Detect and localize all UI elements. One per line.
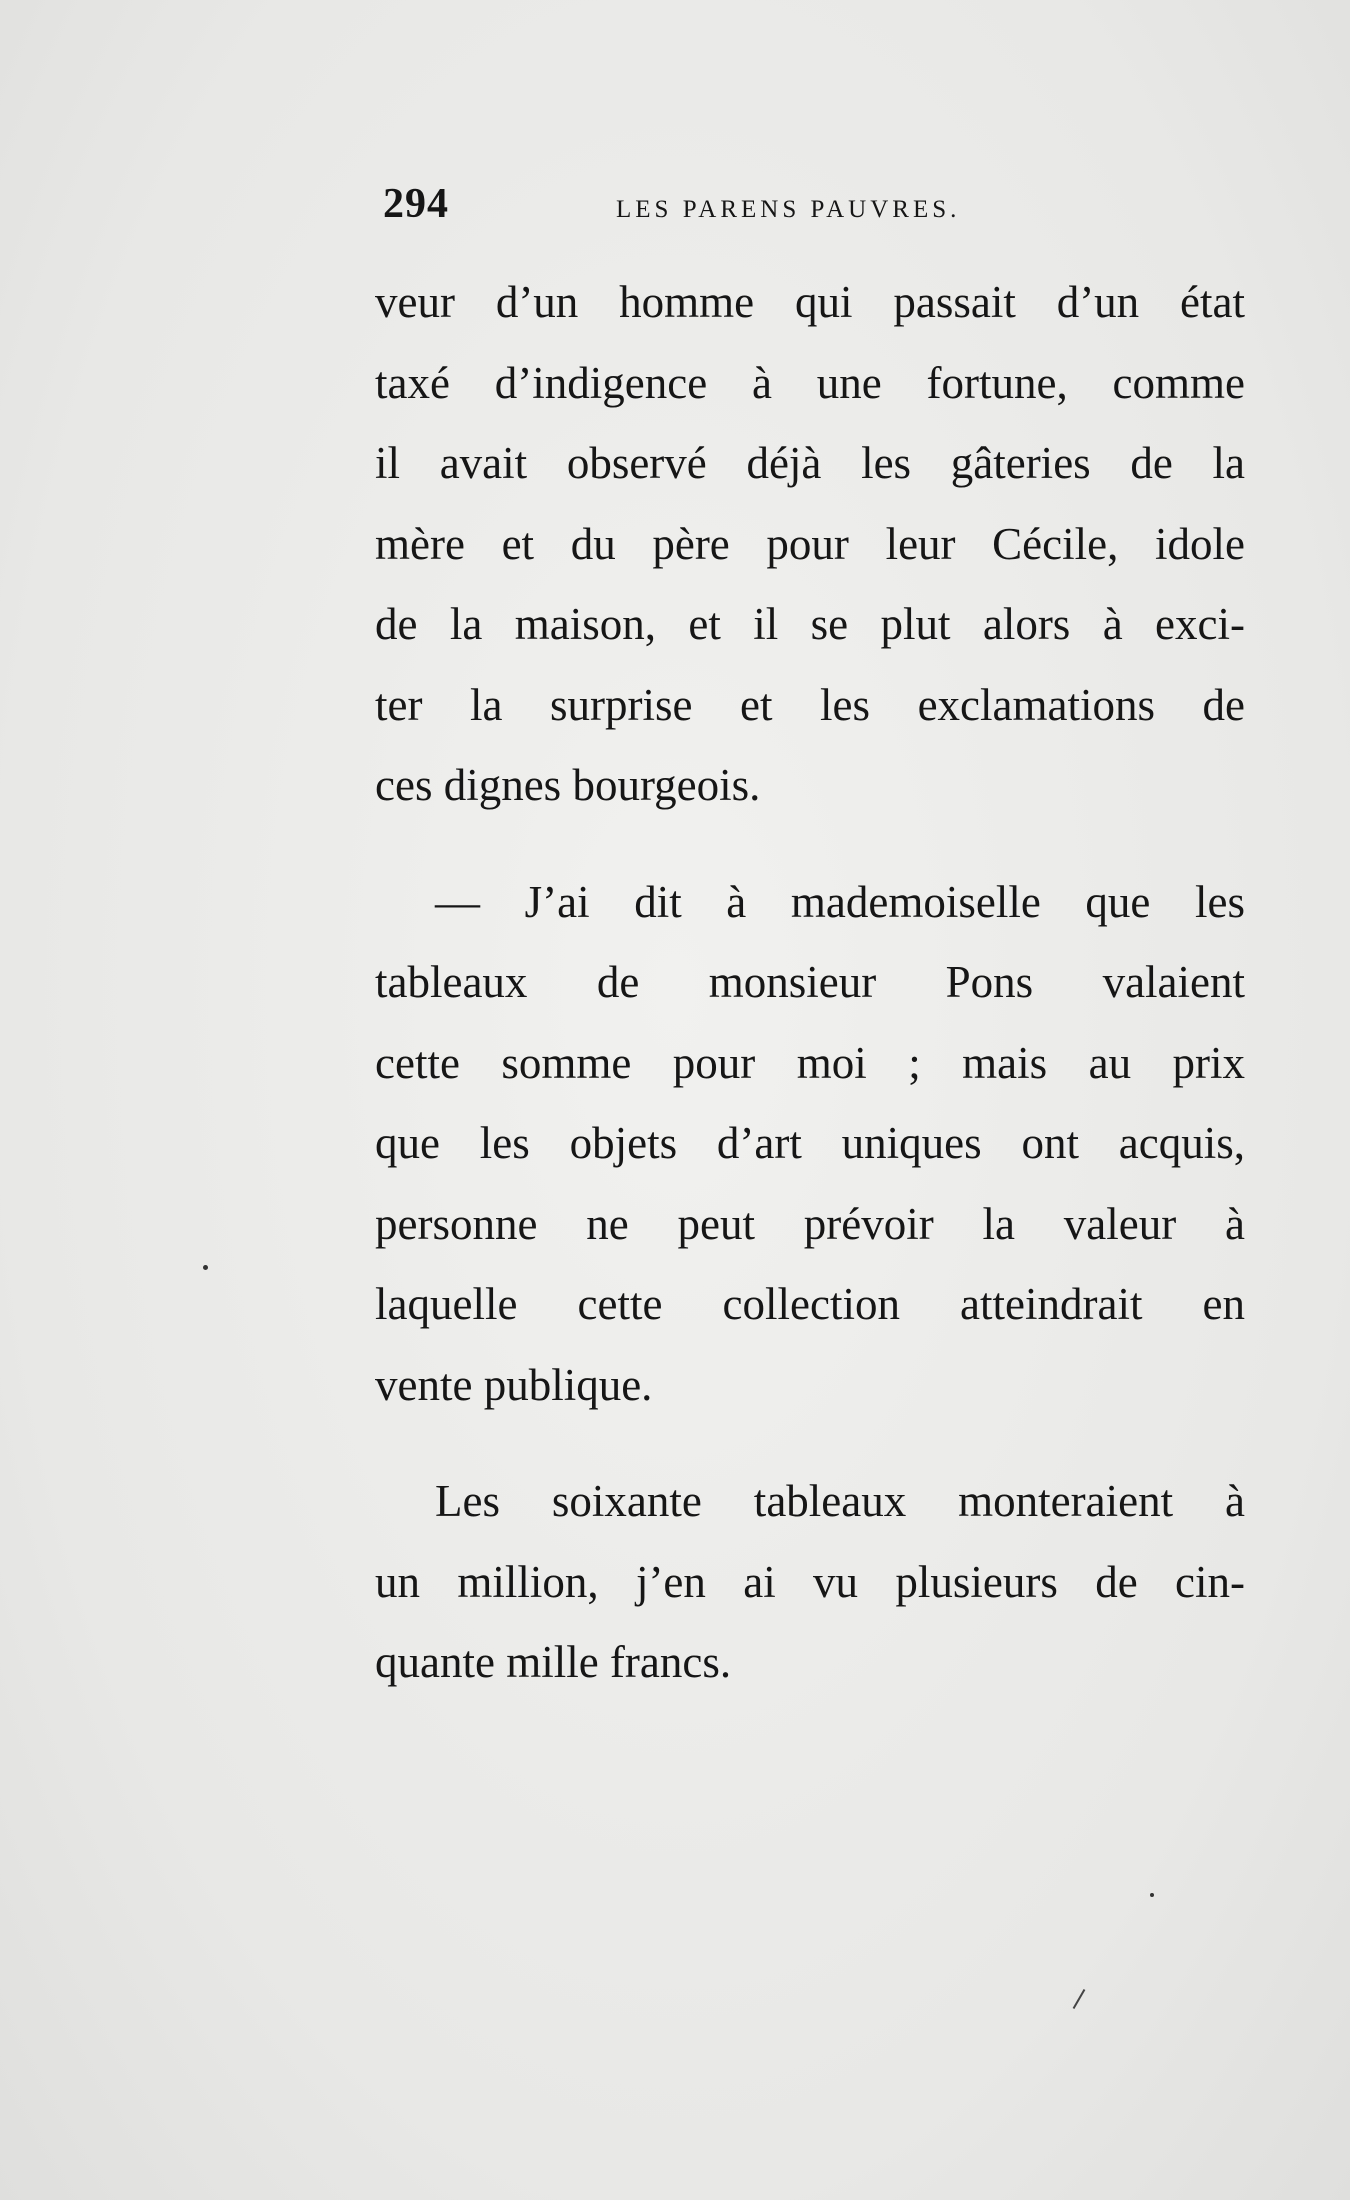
text-line: cette somme pour moi ; mais au prix (375, 1037, 1245, 1088)
text-line: personne ne peut prévoir la valeur à (375, 1198, 1245, 1249)
ink-speck (1150, 1893, 1154, 1897)
text-line: laquelle cette collection atteindrait en (375, 1279, 1245, 1329)
text-line: tableaux de monsieur Pons valaient (375, 957, 1245, 1007)
ink-speck (203, 1265, 208, 1270)
body-text (375, 262, 1245, 1703)
text-line: un million, j’en ai vu plusieurs de cin- (375, 1556, 1245, 1607)
running-head: LES PARENS PAUVRES. (616, 196, 961, 223)
paragraph-2 (375, 862, 1245, 1426)
text-line: mère et du père pour leur Cécile, idole (375, 518, 1245, 569)
text-line: de la maison, et il se plut alors à exci- (375, 599, 1245, 649)
text-line: veur d’un homme qui passait d’un état (375, 277, 1245, 327)
text-line: ter la surprise et les exclamations de (375, 679, 1245, 730)
paragraph-3 (375, 1461, 1245, 1703)
page-number: 294 (383, 181, 449, 227)
text-line: que les objets d’art uniques ont acquis, (375, 1118, 1245, 1168)
text-line: vente publique. (375, 1359, 653, 1410)
text-line: Les soixante tableaux monteraient à (435, 1476, 1245, 1526)
page-header (383, 180, 1043, 230)
paragraph-1 (375, 262, 1245, 826)
text-line: il avait observé déjà les gâteries de la (375, 438, 1245, 488)
ink-mark (1073, 1989, 1086, 2009)
text-line: — J’ai dit à mademoiselle que les (435, 876, 1245, 927)
text-line: taxé d’indigence à une fortune, comme (375, 357, 1245, 408)
text-line: quante mille francs. (375, 1637, 732, 1687)
text-line: ces dignes bourgeois. (375, 760, 761, 810)
